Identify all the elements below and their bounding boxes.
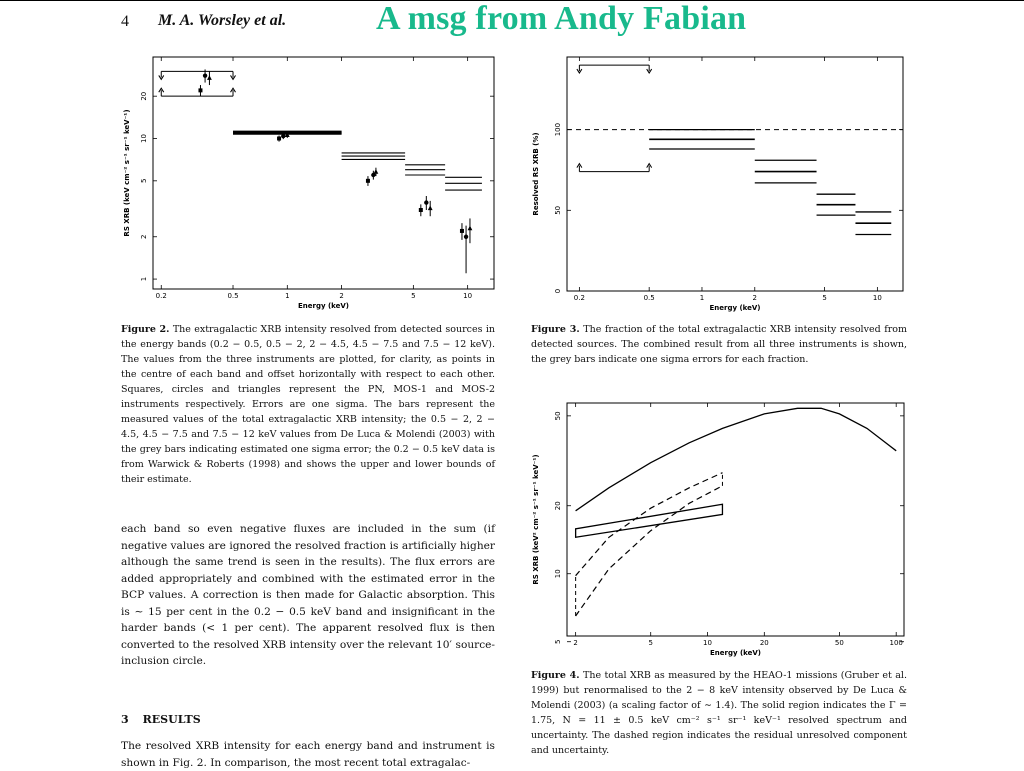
fig2-x-axis-label: Energy (keV): [297, 302, 350, 310]
section-title: RESULTS: [142, 713, 201, 726]
results-paragraph: The resolved XRB intensity for each energy band and instrument is shown in Fig. 2. In comparison, the most recent total extragalac-: [121, 740, 495, 769]
page-number: 4: [121, 13, 129, 30]
figure-2-caption-text: The extragalactic XRB intensity resolved from detected sources in the energy bands (0.2 − 0.5, 0.5 − 2, 2 − 4.5, 4.5 − 7.5 and 7.5 − 12 keV). The values from the three instruments are plotted, for clarity, as points in the centre of each band and offset horizontally with respect to each other. Squares, circles and triangles represent the PN, MOS-1 and MOS-2 instruments respectively. Errors are one sigma. The bars represent the measured values of the total extragalactic XRB intensity; the 0.5 − 2, 2 − 4.5, 4.5 − 7.5 and 7.5 − 12 keV values from De Luca & Molendi (2003) with the grey bars indicating estimated one sigma error; the 0.2 − 0.5 keV data is from Warwick & Roberts (1998) and shows the upper and lower bounds of their estimate.: [121, 324, 495, 485]
fig2-x-tick-label: 5: [411, 292, 416, 300]
fig4-y-tick-label: 10: [554, 569, 562, 579]
figure-3-caption: [531, 322, 907, 367]
fig2-y-tick-label: 5: [140, 178, 148, 184]
fig4-y-tick-label: 5: [554, 639, 562, 644]
fig3-x-tick-label: 10: [872, 294, 882, 302]
figure-3-caption-label: Figure 3.: [531, 324, 580, 335]
fig4-x-tick-label: 5: [648, 639, 653, 647]
running-head: M. A. Worsley et al.: [158, 12, 287, 29]
fig4-x-tick-label: 2: [573, 639, 578, 647]
fig3-x-axis-label: Energy (keV): [709, 304, 761, 312]
section-number: 3: [121, 713, 129, 726]
fig2-y-tick-label: 10: [140, 134, 148, 143]
fig4-x-tick-label: 10: [703, 639, 712, 647]
fig4-y-tick-label: 50: [554, 411, 562, 421]
fig3-x-tick-label: 1: [699, 294, 705, 302]
fig2-y-tick-label: 2: [140, 234, 148, 239]
fig2-x-tick-label: 2: [339, 292, 344, 300]
fig3-y-tick-label: 50: [554, 205, 562, 215]
fig3-x-tick-label: 5: [822, 294, 827, 302]
figure-2-caption: [121, 322, 495, 487]
fig4-y-axis-label: RS XRB (keV² cm⁻² s⁻¹ sr⁻¹ keV⁻¹): [532, 454, 540, 585]
fig2-x-tick-label: 0.2: [155, 292, 167, 300]
figure-4-caption-text: The total XRB as measured by the HEAO-1 missions (Gruber et al. 1999) but renormalised to the 2 − 8 keV intensity observed by De Luca & Molendi (2003) (a scaling factor of ∼ 1.4). The solid region indicates the Γ = 1.75, N = 11 ± 0.5 keV cm⁻² s⁻¹ sr⁻¹ keV⁻¹ resolved spectrum and uncertainty. The dashed region indicates the residual unresolved component and uncertainty.: [531, 670, 907, 756]
fig2-y-axis-label: RS XRB (keV cm⁻² s⁻¹ sr⁻¹ keV⁻¹): [123, 109, 131, 237]
slide-title: A msg from Andy Fabian: [376, 0, 747, 37]
fig3-x-tick-label: 0.2: [573, 294, 585, 302]
fig3-y-tick-label: 0: [554, 288, 562, 294]
fig2-y-tick-label: 20: [140, 91, 148, 101]
fig4-unresolved-upper: [576, 473, 723, 576]
figure-4-caption-label: Figure 4.: [531, 670, 580, 681]
fig2-x-tick-label: 0.5: [227, 292, 239, 300]
fig2-x-tick-label: 1: [285, 292, 290, 300]
body-paragraph: each band so even negative fluxes are included in the sum (if negative values are ignored the resolved fraction is artificially higher although the same trend is seen in the results). The flux errors are added appropriately and combined with the estimated error in the BCP values. A correction is then made for Galactic absorption. This is ∼ 15 per cent in the 0.2 − 0.5 keV band and insignificant in the harder bands (< 1 per cent). The apparent resolved flux is then converted to the resolved XRB intensity over the relevant 10′ source-inclusion circle.: [121, 523, 495, 667]
figure-3-caption-text: The fraction of the total extragalactic XRB intensity resolved from detected sources. The combined result from all three instruments is shown, the grey bars indicate one sigma errors for each fraction.: [531, 324, 907, 365]
fig4-x-axis-label: Energy (keV): [709, 649, 762, 657]
section-heading: [121, 713, 201, 726]
fig4-x-tick-label: 100: [889, 639, 903, 647]
fig3-y-axis-label: Resolved RS XRB (%): [532, 132, 540, 216]
figure-4-caption: [531, 668, 907, 758]
fig2-y-tick-label: 1: [140, 276, 148, 282]
fig4-x-tick-label: 20: [759, 639, 769, 647]
fig3-y-tick-label: 100: [554, 122, 562, 137]
fig4-y-tick-label: 20: [554, 501, 562, 511]
fig4-x-tick-label: 50: [834, 639, 844, 647]
fig4-total-xrb-curve: [576, 408, 897, 511]
fig3-x-tick-label: 2: [752, 294, 758, 302]
fig4-frame: [567, 403, 904, 636]
fig2-x-tick-label: 10: [463, 292, 473, 300]
fig3-x-tick-label: 0.5: [643, 294, 655, 302]
figure-2-caption-label: Figure 2.: [121, 324, 170, 335]
